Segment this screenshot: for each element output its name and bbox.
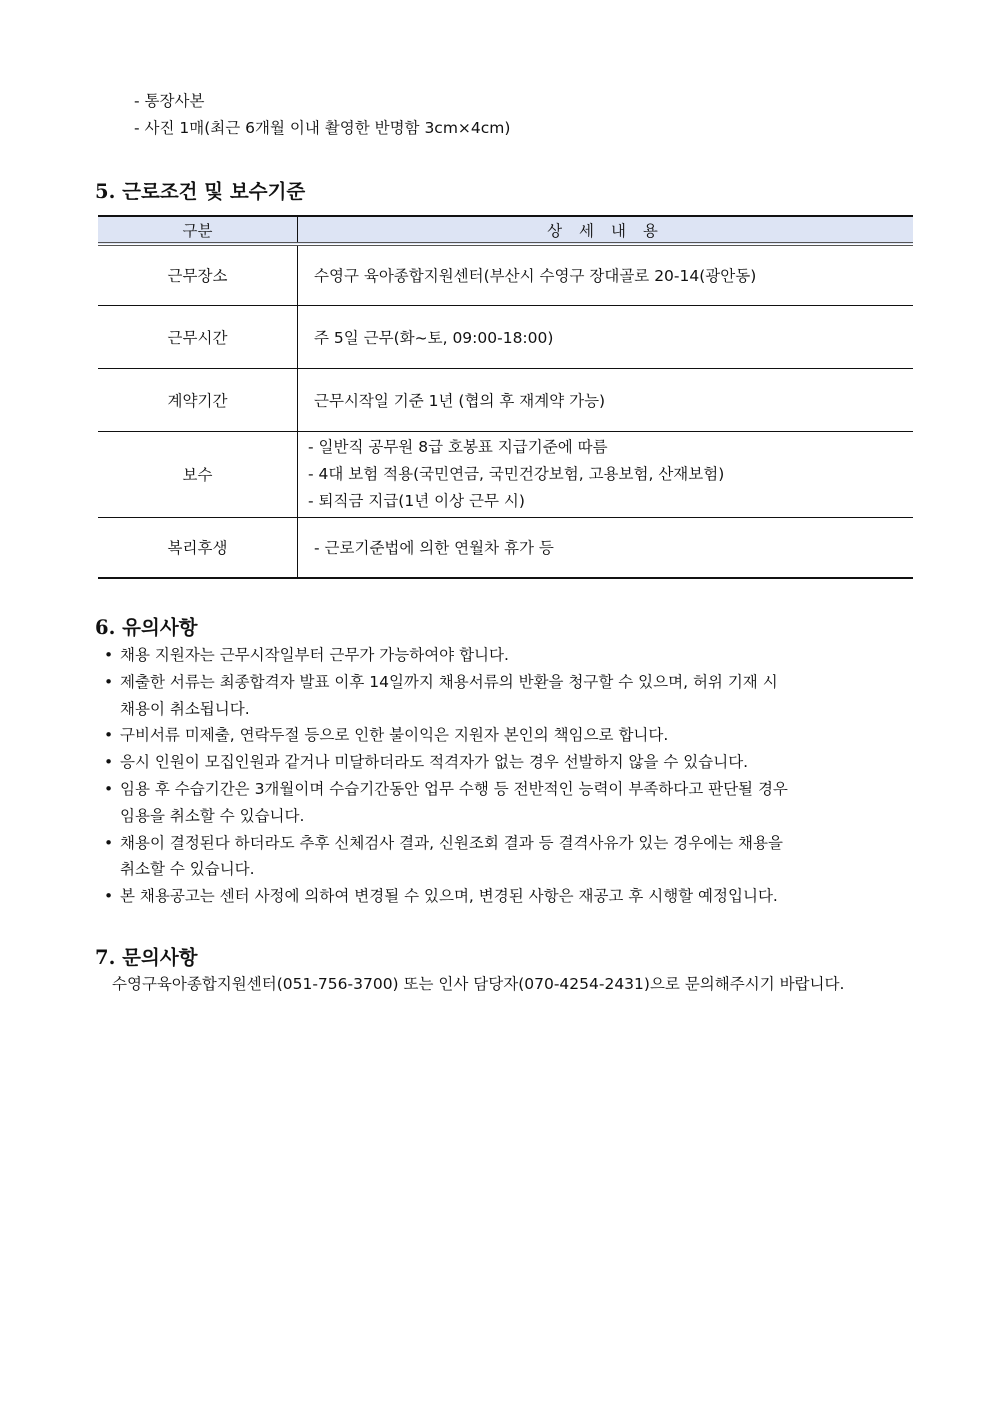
note-line: 취소할 수 있습니다. <box>120 860 255 879</box>
doc-item-bankbook: - 통장사본 <box>134 92 205 110</box>
row-label-workplace: 근무장소 <box>98 244 298 305</box>
list-item <box>104 749 904 776</box>
bullet-icon: • <box>104 672 114 691</box>
salary-line: - 4대 보험 적용(국민연금, 국민건강보험, 고용보험, 산재보험) <box>308 464 725 483</box>
row-label-contract: 계약기간 <box>98 368 298 431</box>
note-line: 채용 지원자는 근무시작일부터 근무가 가능하여야 합니다. <box>120 646 509 664</box>
table-row <box>98 431 913 517</box>
table-row <box>98 517 913 578</box>
work-conditions-table <box>98 215 913 579</box>
list-item <box>104 776 904 830</box>
note-line: 채용이 결정된다 하더라도 추후 신체검사 결과, 신원조회 결과 등 결격사유가 있는 경우에는 채용을 <box>120 833 783 852</box>
row-label-hours: 근무시간 <box>98 305 298 368</box>
table-header-row <box>98 216 913 244</box>
bullet-icon: • <box>104 779 114 798</box>
note-line: 임용 후 수습기간은 3개월이며 수습기간동안 업무 수행 등 전반적인 능력이 부족하다고 판단될 경우 <box>120 779 788 798</box>
note-line: 채용이 취소됩니다. <box>120 699 250 718</box>
section6-title: 6. 유의사항 <box>95 616 198 639</box>
list-item <box>104 830 904 884</box>
bullet-icon: • <box>104 833 114 852</box>
row-label-salary: 보수 <box>98 431 298 517</box>
note-line: 제출한 서류는 최종합격자 발표 이후 14일까지 채용서류의 반환을 청구할 수 있으며, 허위 기재 시 <box>120 672 778 691</box>
row-value-hours: 주 5일 근무(화~토, 09:00-18:00) <box>298 305 914 368</box>
note-line: 본 채용공고는 센터 사정에 의하여 변경될 수 있으며, 변경된 사항은 재공고 후 시행할 예정입니다. <box>120 887 778 906</box>
salary-line: - 퇴직금 지급(1년 이상 근무 시) <box>308 491 525 510</box>
list-item <box>104 722 904 749</box>
bullet-icon: • <box>104 646 114 664</box>
salary-line: - 일반직 공무원 8급 호봉표 지급기준에 따름 <box>308 437 608 456</box>
row-value-contract: 근무시작일 기준 1년 (협의 후 재계약 가능) <box>298 368 914 431</box>
required-documents-list <box>134 88 510 142</box>
row-value-salary <box>298 431 914 517</box>
doc-item-photo: - 사진 1매(최근 6개월 이내 촬영한 반명함 3cm×4cm) <box>134 119 511 137</box>
table-row <box>98 244 913 305</box>
header-category: 구분 <box>98 216 298 244</box>
list-item <box>104 669 904 723</box>
bullet-icon: • <box>104 726 114 745</box>
contact-text: 수영구육아종합지원센터(051-756-3700) 또는 인사 담당자(070-4254-2431)으로 문의해주시기 바랍니다. <box>112 975 845 993</box>
row-value-workplace: 수영구 육아종합지원센터(부산시 수영구 장대골로 20-14(광안동) <box>298 244 914 305</box>
table-row <box>98 305 913 368</box>
row-label-welfare: 복리후생 <box>98 517 298 578</box>
table-row <box>98 368 913 431</box>
header-details: 상 세 내 용 <box>298 216 914 244</box>
section7-title: 7. 문의사항 <box>95 946 198 969</box>
notes-list <box>104 642 904 910</box>
note-line: 구비서류 미제출, 연락두절 등으로 인한 불이익은 지원자 본인의 책임으로 합니다. <box>120 726 669 745</box>
row-value-welfare: - 근로기준법에 의한 연월차 휴가 등 <box>298 517 914 578</box>
bullet-icon: • <box>104 753 114 772</box>
note-line: 임용을 취소할 수 있습니다. <box>120 806 305 825</box>
list-item <box>104 883 904 910</box>
note-line: 응시 인원이 모집인원과 같거나 미달하더라도 적격자가 없는 경우 선발하지 않을 수 있습니다. <box>120 753 749 772</box>
section5-title: 5. 근로조건 및 보수기준 <box>95 180 306 203</box>
bullet-icon: • <box>104 887 114 906</box>
list-item <box>104 642 904 669</box>
